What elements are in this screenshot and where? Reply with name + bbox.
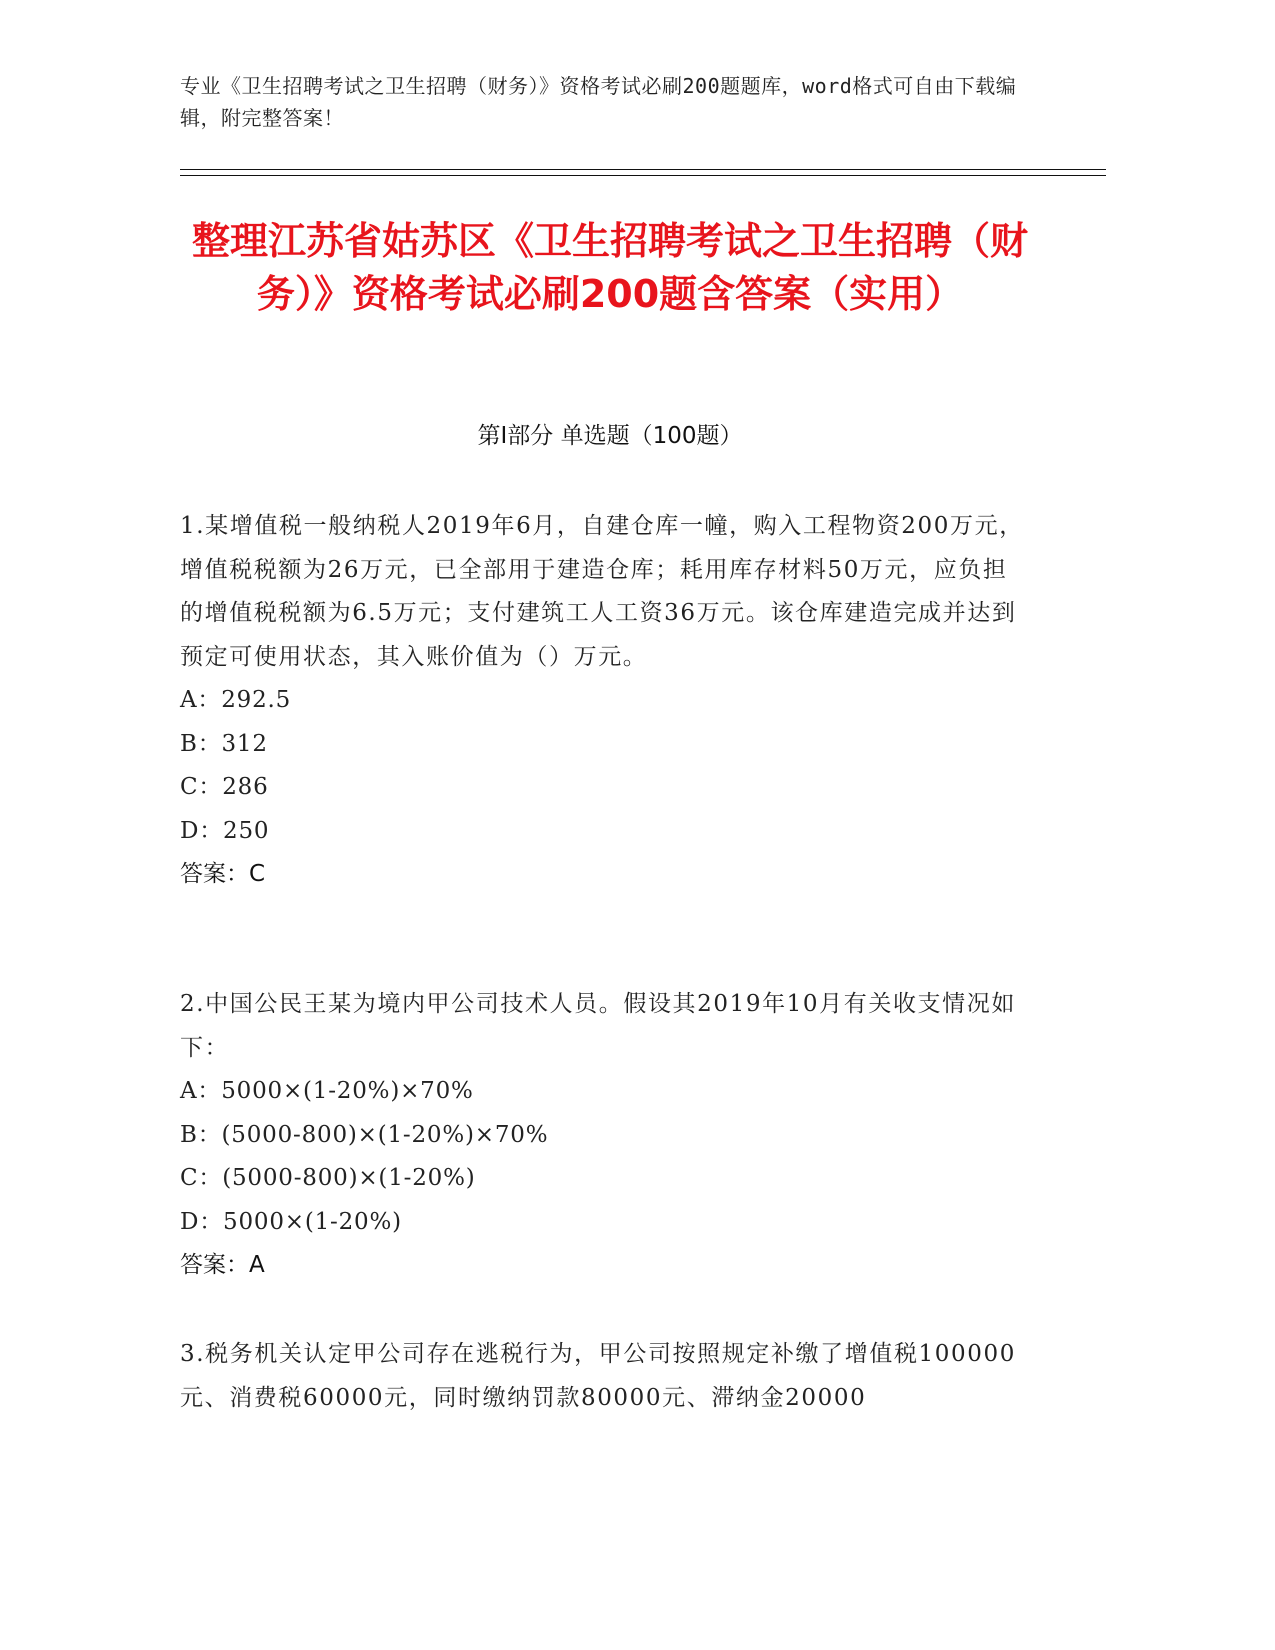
answer: 答案：A <box>180 1252 265 1278</box>
question-stem: 1.某增值税一般纳税人2019年6月，自建仓库一幢，购入工程物资200万元，增值税税额为26万元，已全部用于建造仓库；耗用库存材料50万元，应负担的增值税税额为6.5万元；支付建筑工人工资36万元。该仓库建造完成并达到预定可使用状态，其入账价值为（）万元。 <box>180 513 1024 670</box>
question-2 <box>180 983 1030 1288</box>
answer: 答案：C <box>180 861 266 887</box>
option-c: C：(5000-800)×(1-20%) <box>180 1165 476 1191</box>
question-3 <box>180 1333 1030 1420</box>
section-title: 第I部分 单选题（100题） <box>477 423 743 449</box>
question-1 <box>180 505 1030 897</box>
question-stem: 2.中国公民王某为境内甲公司技术人员。假设其2019年10月有关收支情况如下： <box>180 991 1016 1061</box>
question-stem: 3.税务机关认定甲公司存在逃税行为，甲公司按照规定补缴了增值税100000元、消费税60000元，同时缴纳罚款80000元、滞纳金20000 <box>180 1341 1016 1411</box>
option-b: B：312 <box>180 730 268 757</box>
option-a: A：292.5 <box>180 687 292 713</box>
option-d: D：5000×(1-20%) <box>180 1208 402 1235</box>
option-c: C：286 <box>180 774 269 800</box>
option-d: D：250 <box>180 817 270 844</box>
header-note: 专业《卫生招聘考试之卫生招聘（财务）》资格考试必刷200题题库，word格式可自由下载编辑，附完整答案！ <box>180 74 1017 130</box>
header-divider-bottom <box>180 175 1106 176</box>
document-title: 整理江苏省姑苏区《卫生招聘考试之卫生招聘（财务）》资格考试必刷200题含答案（实用） <box>191 219 1028 316</box>
option-a: A：5000×(1-20%)×70% <box>180 1078 474 1104</box>
header-divider-top <box>180 169 1106 170</box>
option-b: B：(5000-800)×(1-20%)×70% <box>180 1121 549 1148</box>
